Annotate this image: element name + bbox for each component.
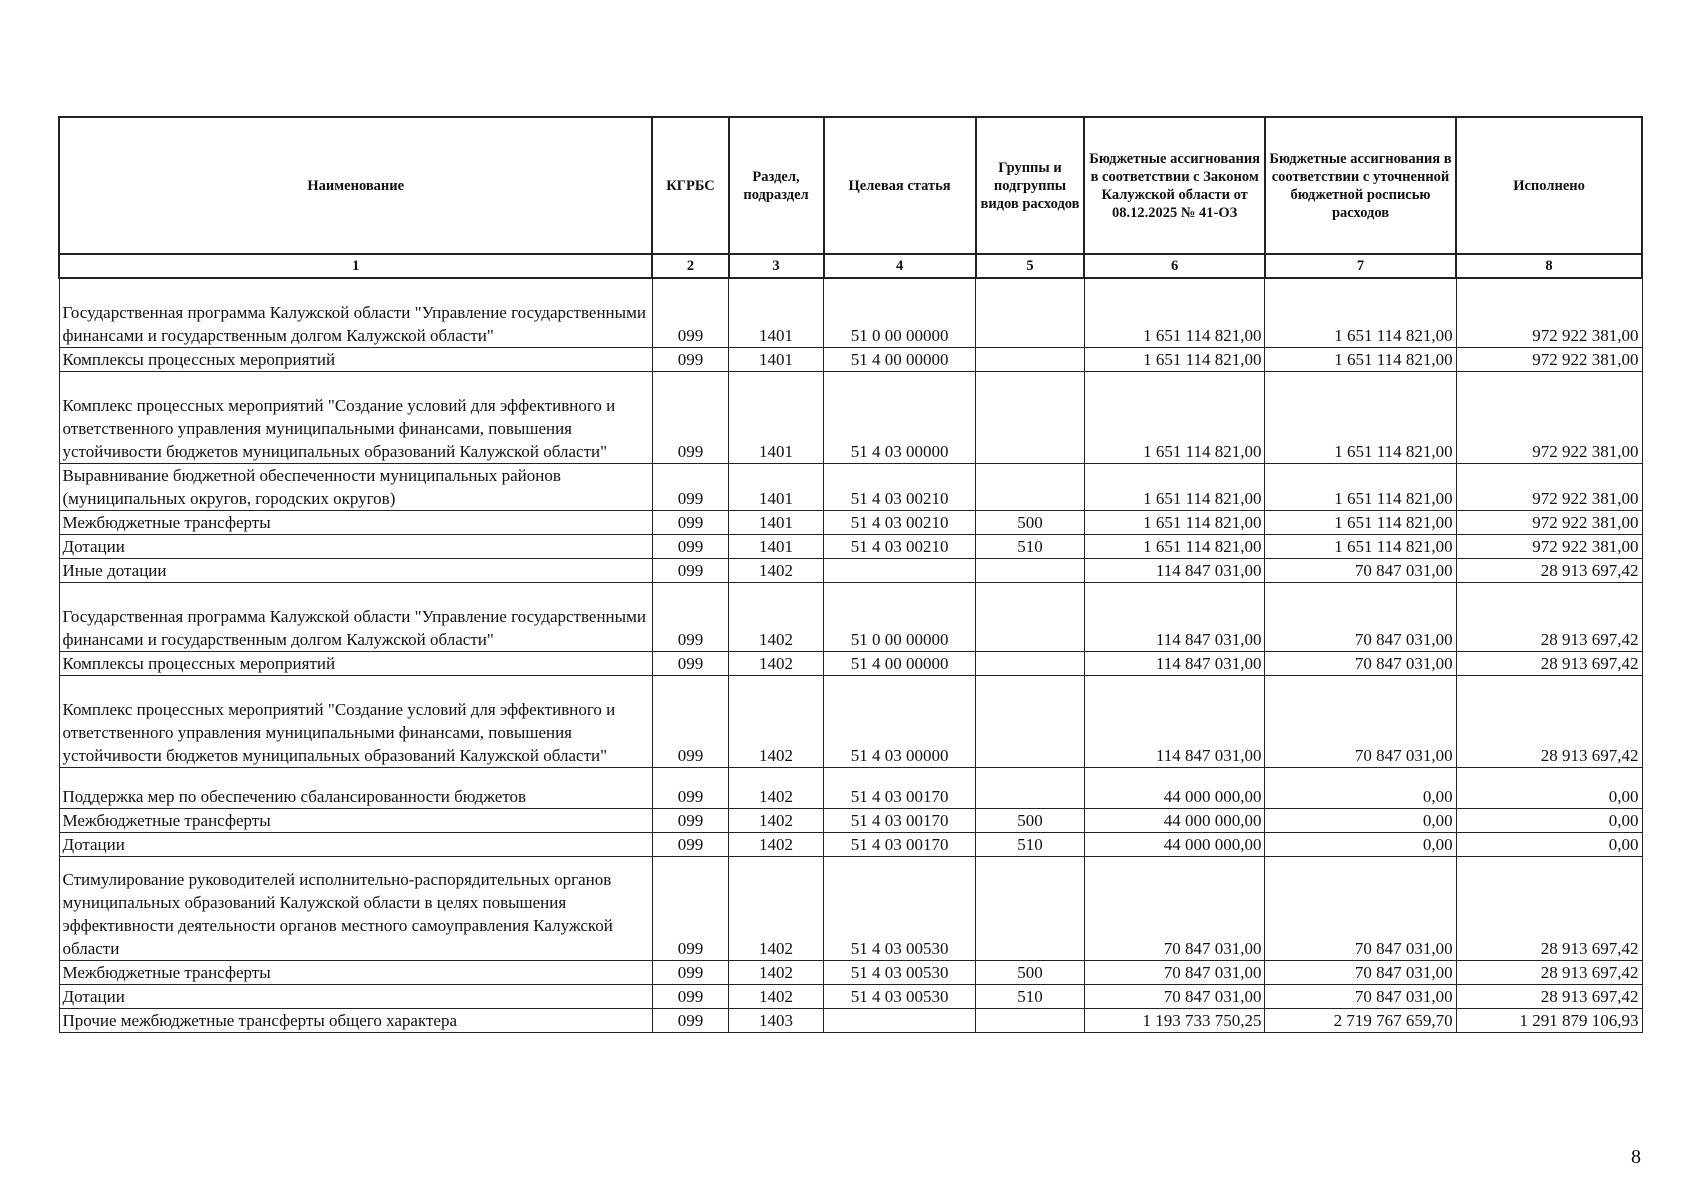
- cell-expense-group: 500: [976, 510, 1085, 534]
- column-number: 5: [976, 254, 1085, 278]
- cell-name: Комплексы процессных мероприятий: [59, 651, 652, 675]
- cell-refined-allocation: 1 651 114 821,00: [1265, 510, 1456, 534]
- cell-executed: 28 913 697,42: [1456, 582, 1642, 651]
- table-body: [59, 278, 1642, 1032]
- cell-law-allocation: 114 847 031,00: [1084, 651, 1265, 675]
- cell-law-allocation: 1 651 114 821,00: [1084, 278, 1265, 347]
- table-row: [59, 767, 1642, 808]
- cell-name: Межбюджетные трансферты: [59, 510, 652, 534]
- cell-law-allocation: 1 651 114 821,00: [1084, 347, 1265, 371]
- cell-kgrbs: 099: [652, 463, 728, 510]
- cell-name: Комплексы процессных мероприятий: [59, 347, 652, 371]
- header-executed: Исполнено: [1456, 117, 1642, 254]
- cell-law-allocation: 70 847 031,00: [1084, 856, 1265, 960]
- header-target-article: Целевая статья: [824, 117, 976, 254]
- cell-target-article: 51 0 00 00000: [824, 278, 976, 347]
- cell-executed: 28 913 697,42: [1456, 675, 1642, 767]
- cell-kgrbs: 099: [652, 510, 728, 534]
- cell-target-article: 51 4 00 00000: [824, 651, 976, 675]
- cell-law-allocation: 114 847 031,00: [1084, 558, 1265, 582]
- table-row: [59, 856, 1642, 960]
- cell-target-article: 51 4 03 00210: [824, 534, 976, 558]
- cell-kgrbs: 099: [652, 371, 728, 463]
- cell-kgrbs: 099: [652, 960, 728, 984]
- cell-name: Государственная программа Калужской области "Управление государственными финансами и государственным долгом Калужской области": [59, 582, 652, 651]
- table-row: [59, 651, 1642, 675]
- cell-kgrbs: 099: [652, 534, 728, 558]
- cell-executed: 972 922 381,00: [1456, 510, 1642, 534]
- cell-executed: 0,00: [1456, 808, 1642, 832]
- cell-name: Государственная программа Калужской области "Управление государственными финансами и государственным долгом Калужской области": [59, 278, 652, 347]
- cell-section: 1402: [729, 558, 824, 582]
- table-row: [59, 278, 1642, 347]
- cell-name: Межбюджетные трансферты: [59, 808, 652, 832]
- table-row: [59, 960, 1642, 984]
- cell-refined-allocation: 70 847 031,00: [1265, 856, 1456, 960]
- cell-executed: 28 913 697,42: [1456, 856, 1642, 960]
- cell-kgrbs: 099: [652, 832, 728, 856]
- cell-target-article: 51 4 03 00530: [824, 960, 976, 984]
- cell-executed: 0,00: [1456, 767, 1642, 808]
- column-number: 6: [1084, 254, 1265, 278]
- column-number: 8: [1456, 254, 1642, 278]
- table-row: [59, 347, 1642, 371]
- cell-kgrbs: 099: [652, 278, 728, 347]
- cell-kgrbs: 099: [652, 1008, 728, 1032]
- header-name: Наименование: [59, 117, 652, 254]
- cell-expense-group: [976, 856, 1085, 960]
- cell-executed: 0,00: [1456, 832, 1642, 856]
- cell-section: 1402: [729, 651, 824, 675]
- cell-expense-group: [976, 463, 1085, 510]
- cell-refined-allocation: 1 651 114 821,00: [1265, 371, 1456, 463]
- cell-law-allocation: 114 847 031,00: [1084, 675, 1265, 767]
- cell-refined-allocation: 70 847 031,00: [1265, 984, 1456, 1008]
- cell-target-article: 51 4 03 00530: [824, 984, 976, 1008]
- cell-target-article: 51 0 00 00000: [824, 582, 976, 651]
- cell-executed: 28 913 697,42: [1456, 960, 1642, 984]
- cell-refined-allocation: 1 651 114 821,00: [1265, 534, 1456, 558]
- budget-execution-table: [58, 116, 1643, 1033]
- cell-law-allocation: 44 000 000,00: [1084, 808, 1265, 832]
- table-row: [59, 558, 1642, 582]
- header-kgrbs: КГРБС: [652, 117, 728, 254]
- table-row: [59, 1008, 1642, 1032]
- cell-expense-group: [976, 558, 1085, 582]
- cell-name: Прочие межбюджетные трансферты общего характера: [59, 1008, 652, 1032]
- cell-expense-group: [976, 582, 1085, 651]
- cell-refined-allocation: 1 651 114 821,00: [1265, 278, 1456, 347]
- cell-expense-group: [976, 767, 1085, 808]
- cell-target-article: 51 4 03 00170: [824, 767, 976, 808]
- table-row: [59, 582, 1642, 651]
- cell-executed: 28 913 697,42: [1456, 651, 1642, 675]
- cell-target-article: 51 4 03 00000: [824, 675, 976, 767]
- cell-target-article: [824, 1008, 976, 1032]
- cell-expense-group: [976, 371, 1085, 463]
- cell-target-article: 51 4 03 00210: [824, 463, 976, 510]
- cell-expense-group: [976, 347, 1085, 371]
- cell-law-allocation: 44 000 000,00: [1084, 767, 1265, 808]
- cell-executed: 972 922 381,00: [1456, 371, 1642, 463]
- cell-target-article: 51 4 03 00210: [824, 510, 976, 534]
- cell-executed: 1 291 879 106,93: [1456, 1008, 1642, 1032]
- cell-law-allocation: 1 651 114 821,00: [1084, 510, 1265, 534]
- cell-name: Комплекс процессных мероприятий "Создание условий для эффективного и ответственного управления муниципальными финансами, повышения устойчивости бюджетов муниципальных образований Калужской области": [59, 371, 652, 463]
- cell-expense-group: 510: [976, 984, 1085, 1008]
- cell-refined-allocation: 70 847 031,00: [1265, 651, 1456, 675]
- cell-section: 1401: [729, 463, 824, 510]
- cell-refined-allocation: 1 651 114 821,00: [1265, 347, 1456, 371]
- cell-expense-group: 510: [976, 534, 1085, 558]
- cell-section: 1402: [729, 856, 824, 960]
- table-row: [59, 984, 1642, 1008]
- cell-law-allocation: 114 847 031,00: [1084, 582, 1265, 651]
- cell-refined-allocation: 70 847 031,00: [1265, 558, 1456, 582]
- cell-section: 1401: [729, 371, 824, 463]
- cell-expense-group: [976, 675, 1085, 767]
- cell-name: Выравнивание бюджетной обеспеченности муниципальных районов (муниципальных округов, городских округов): [59, 463, 652, 510]
- column-number: 3: [729, 254, 824, 278]
- cell-expense-group: [976, 278, 1085, 347]
- cell-section: 1402: [729, 767, 824, 808]
- table-row: [59, 463, 1642, 510]
- header-expense-groups: Группы и подгруппы видов расходов: [976, 117, 1085, 254]
- cell-kgrbs: 099: [652, 984, 728, 1008]
- column-number-row: [59, 254, 1642, 278]
- table-row: [59, 510, 1642, 534]
- cell-expense-group: 510: [976, 832, 1085, 856]
- cell-executed: 972 922 381,00: [1456, 463, 1642, 510]
- cell-name: Дотации: [59, 984, 652, 1008]
- cell-name: Межбюджетные трансферты: [59, 960, 652, 984]
- cell-target-article: 51 4 03 00530: [824, 856, 976, 960]
- cell-section: 1402: [729, 984, 824, 1008]
- cell-target-article: 51 4 03 00170: [824, 832, 976, 856]
- cell-section: 1401: [729, 534, 824, 558]
- cell-target-article: 51 4 03 00000: [824, 371, 976, 463]
- cell-law-allocation: 44 000 000,00: [1084, 832, 1265, 856]
- cell-refined-allocation: 0,00: [1265, 832, 1456, 856]
- cell-kgrbs: 099: [652, 651, 728, 675]
- cell-expense-group: [976, 1008, 1085, 1032]
- cell-section: 1402: [729, 675, 824, 767]
- cell-expense-group: 500: [976, 808, 1085, 832]
- column-number: 1: [59, 254, 652, 278]
- cell-kgrbs: 099: [652, 582, 728, 651]
- cell-name: Стимулирование руководителей исполнительно-распорядительных органов муниципальных образований Калужской области в целях повышения эффективности деятельности органов местного самоуправления Калужской области: [59, 856, 652, 960]
- header-law-allocations: Бюджетные ассигнования в соответствии с Законом Калужской области от 08.12.2025 № 41-ОЗ: [1084, 117, 1265, 254]
- cell-target-article: 51 4 03 00170: [824, 808, 976, 832]
- cell-kgrbs: 099: [652, 558, 728, 582]
- cell-executed: 972 922 381,00: [1456, 278, 1642, 347]
- header-refined-allocations: Бюджетные ассигнования в соответствии с уточненной бюджетной росписью расходов: [1265, 117, 1456, 254]
- table-row: [59, 371, 1642, 463]
- cell-target-article: [824, 558, 976, 582]
- cell-section: 1402: [729, 582, 824, 651]
- cell-section: 1402: [729, 960, 824, 984]
- cell-law-allocation: 70 847 031,00: [1084, 984, 1265, 1008]
- cell-refined-allocation: 70 847 031,00: [1265, 582, 1456, 651]
- cell-refined-allocation: 70 847 031,00: [1265, 960, 1456, 984]
- cell-kgrbs: 099: [652, 808, 728, 832]
- cell-refined-allocation: 0,00: [1265, 808, 1456, 832]
- cell-expense-group: 500: [976, 960, 1085, 984]
- cell-kgrbs: 099: [652, 675, 728, 767]
- budget-table-container: [58, 116, 1643, 1033]
- cell-name: Дотации: [59, 832, 652, 856]
- table-row: [59, 832, 1642, 856]
- cell-refined-allocation: 0,00: [1265, 767, 1456, 808]
- cell-executed: 972 922 381,00: [1456, 534, 1642, 558]
- table-row: [59, 675, 1642, 767]
- cell-law-allocation: 70 847 031,00: [1084, 960, 1265, 984]
- cell-target-article: 51 4 00 00000: [824, 347, 976, 371]
- cell-section: 1401: [729, 510, 824, 534]
- cell-executed: 28 913 697,42: [1456, 984, 1642, 1008]
- cell-name: Поддержка мер по обеспечению сбалансированности бюджетов: [59, 767, 652, 808]
- table-row: [59, 808, 1642, 832]
- cell-expense-group: [976, 651, 1085, 675]
- cell-law-allocation: 1 651 114 821,00: [1084, 371, 1265, 463]
- cell-section: 1402: [729, 832, 824, 856]
- cell-section: 1401: [729, 278, 824, 347]
- header-row: [59, 117, 1642, 254]
- cell-executed: 28 913 697,42: [1456, 558, 1642, 582]
- cell-name: Иные дотации: [59, 558, 652, 582]
- cell-kgrbs: 099: [652, 347, 728, 371]
- header-section: Раздел, подраздел: [729, 117, 824, 254]
- cell-kgrbs: 099: [652, 767, 728, 808]
- cell-name: Дотации: [59, 534, 652, 558]
- cell-refined-allocation: 1 651 114 821,00: [1265, 463, 1456, 510]
- column-number: 2: [652, 254, 728, 278]
- cell-name: Комплекс процессных мероприятий "Создание условий для эффективного и ответственного управления муниципальными финансами, повышения устойчивости бюджетов муниципальных образований Калужской области": [59, 675, 652, 767]
- cell-refined-allocation: 70 847 031,00: [1265, 675, 1456, 767]
- cell-law-allocation: 1 651 114 821,00: [1084, 463, 1265, 510]
- cell-executed: 972 922 381,00: [1456, 347, 1642, 371]
- column-number: 7: [1265, 254, 1456, 278]
- cell-section: 1401: [729, 347, 824, 371]
- table-row: [59, 534, 1642, 558]
- cell-section: 1402: [729, 808, 824, 832]
- cell-refined-allocation: 2 719 767 659,70: [1265, 1008, 1456, 1032]
- cell-section: 1403: [729, 1008, 824, 1032]
- column-number: 4: [824, 254, 976, 278]
- cell-law-allocation: 1 193 733 750,25: [1084, 1008, 1265, 1032]
- page-number: 8: [1631, 1146, 1641, 1168]
- cell-law-allocation: 1 651 114 821,00: [1084, 534, 1265, 558]
- cell-kgrbs: 099: [652, 856, 728, 960]
